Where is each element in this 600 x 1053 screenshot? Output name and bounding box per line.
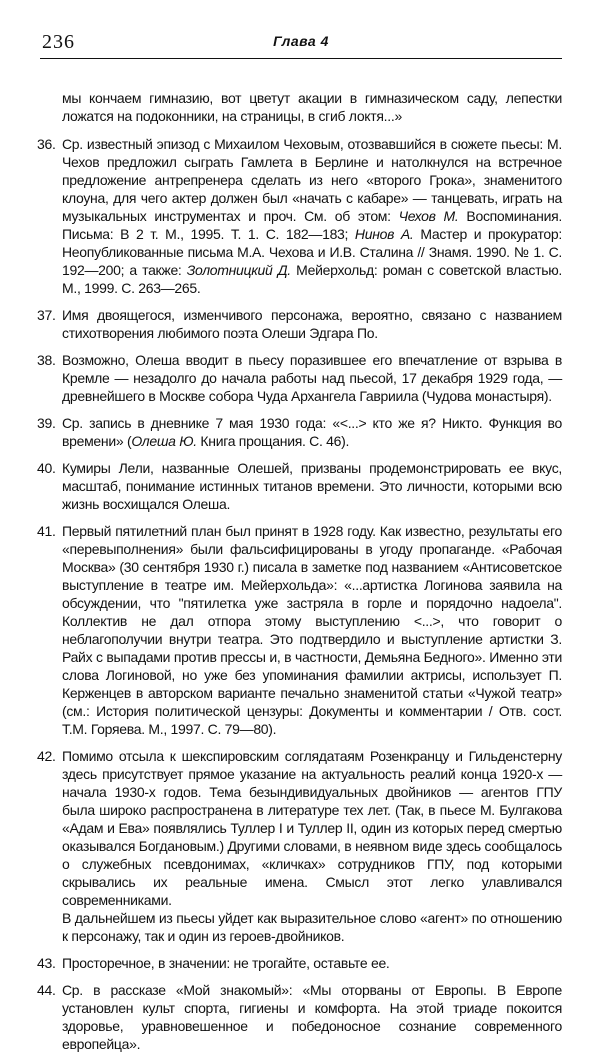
- page-header: [40, 30, 562, 59]
- note-text: Имя двоящегося, изменчивого персонажа, вероятно, связано с названием стихотворения любимого поэта Олеши Эдгара По.: [62, 307, 562, 341]
- note-text: Возможно, Олеша вводит в пьесу поразившее его впечатление от взрыва в Кремле — незадолго до начала работы над пьесой, 17 декабря 1929 года, — древнейшего в Москве собора Чуда Архангела Гавриила (Чудова монастыря).: [62, 352, 562, 404]
- note-39: [37, 414, 562, 450]
- note-text-continued: В дальнейшем из пьесы уйдет как выразительное слово «агент» по отношению к персонажу, так и один из героев-двойников.: [62, 910, 562, 944]
- note-text: Кумиры Лели, названные Олешей, призваны продемонстрировать ее вкус, масштаб, понимание истинных титанов времени. Это личности, которыми всю жизнь восхищался Олеша.: [62, 460, 562, 512]
- note-number: 37.: [37, 307, 56, 323]
- note-text: Ср. запись в дневнике 7 мая 1930 года: «<...> кто же я? Никто. Функция во времени» (Олеша Ю. Книга прощания. С. 46).: [62, 415, 562, 449]
- note-text: Просторечное, в значении: не трогайте, оставьте ее.: [62, 955, 390, 971]
- note-43: [37, 954, 562, 972]
- note-number: 40.: [37, 460, 56, 476]
- note-text: Ср. известный эпизод с Михаилом Чеховым, отозвавшийся в сюжете пьесы: М. Чехов предложил сыграть Гамлета в Берлине и натолкнулся на встречное предложение антрепренера сделать из него «второго Грока», знаменитого клоуна, для чего актер должен был «начать с кабаре» — танцевать, играть на музыкальных инструментах и проч. См. об этом: Чехов М. Воспоминания. Письма: В 2 т. М., 1995. Т. 1. С. 182—183; Нинов А. Мастер и прокуратор: Неопубликованные письма М.А. Чехова и И.В. Сталина // Знамя. 1990. № 1. С. 192—200; а также: Золотницкий Д. Мейерхольд: роман с советской властью. М., 1999. С. 263—265.: [62, 136, 562, 296]
- note-number: 43.: [37, 955, 56, 971]
- note-40: [37, 459, 562, 513]
- running-head: Глава 4: [273, 33, 329, 49]
- note-text: Первый пятилетний план был принят в 1928 году. Как известно, результаты его «перевыполнения» были фальсифицированы в угоду пропаганде. «Рабочая Москва» (30 сентября 1930 г.) писала в заметке под названием «Антисоветское выступление в театре им. Мейерхольда»: «...артистка Логинова заявила на обсуждении, что "пятилетка уже застряла в горле и порядочно надоела". Коллектив не дал отпора этому выступлению <...>, что говорит о неблагополучии внутри театра. Это подтвердило и выступление артистки З. Райх с выпадами против прессы и, в частности, Демьяна Бедного». Именно эти слова Логиновой, но уже без упоминания фамилии актрисы, использует П. Керженцев в авторском варианте печально знаменитой статьи «Чужой театр» (см.: История политической цензуры: Документы и комментарии / Отв. сост. Т.М. Горяева. М., 1997. С. 79—80).: [62, 523, 562, 737]
- note-number: 38.: [37, 352, 56, 368]
- continued-text: мы кончаем гимназию, вот цветут акации в гимназическом саду, лепестки ложатся на подоконники, на страницы, в сгиб локтя...»: [62, 90, 562, 124]
- note-text: Помимо отсыла к шекспировским соглядатаям Розенкранцу и Гильденстерну здесь присутствует прямое указание на актуальность реалий конца 1920-х — начала 1930-х годов. Тема безындивидуальных двойников — агентов ГПУ была широко распространена в литературе тех лет. (Так, в пьесе М. Булгакова «Адам и Ева» появлялись Туллер I и Туллер II, один из которых перед смертью оказывался Богдановым.) Другими словами, в неявном виде здесь сообщалось о служебных псевдонимах, «кличках» сотрудников ГПУ, под которыми скрывались их реальные имена. Смысл этот легко улавливался современниками.: [62, 748, 562, 908]
- note-number: 39.: [37, 415, 56, 431]
- note-37: [37, 306, 562, 342]
- note-36: [37, 135, 562, 297]
- note-42: [37, 747, 562, 945]
- note-text: Ср. в рассказе «Мой знакомый»: «Мы оторваны от Европы. В Европе установлен культ спорта, гигиены и комфорта. На этой триаде покоится здоровье, уравновешенное и победоносное сознание современного европейца».: [62, 982, 562, 1052]
- note-number: 41.: [37, 523, 56, 539]
- note-number: 44.: [37, 982, 56, 998]
- note-44: [37, 981, 562, 1053]
- page-number: 236: [42, 31, 75, 53]
- note-number: 36.: [37, 136, 56, 152]
- note-number: 42.: [37, 748, 56, 764]
- note-41: [37, 522, 562, 738]
- notes-content: [37, 89, 562, 1053]
- note-38: [37, 351, 562, 405]
